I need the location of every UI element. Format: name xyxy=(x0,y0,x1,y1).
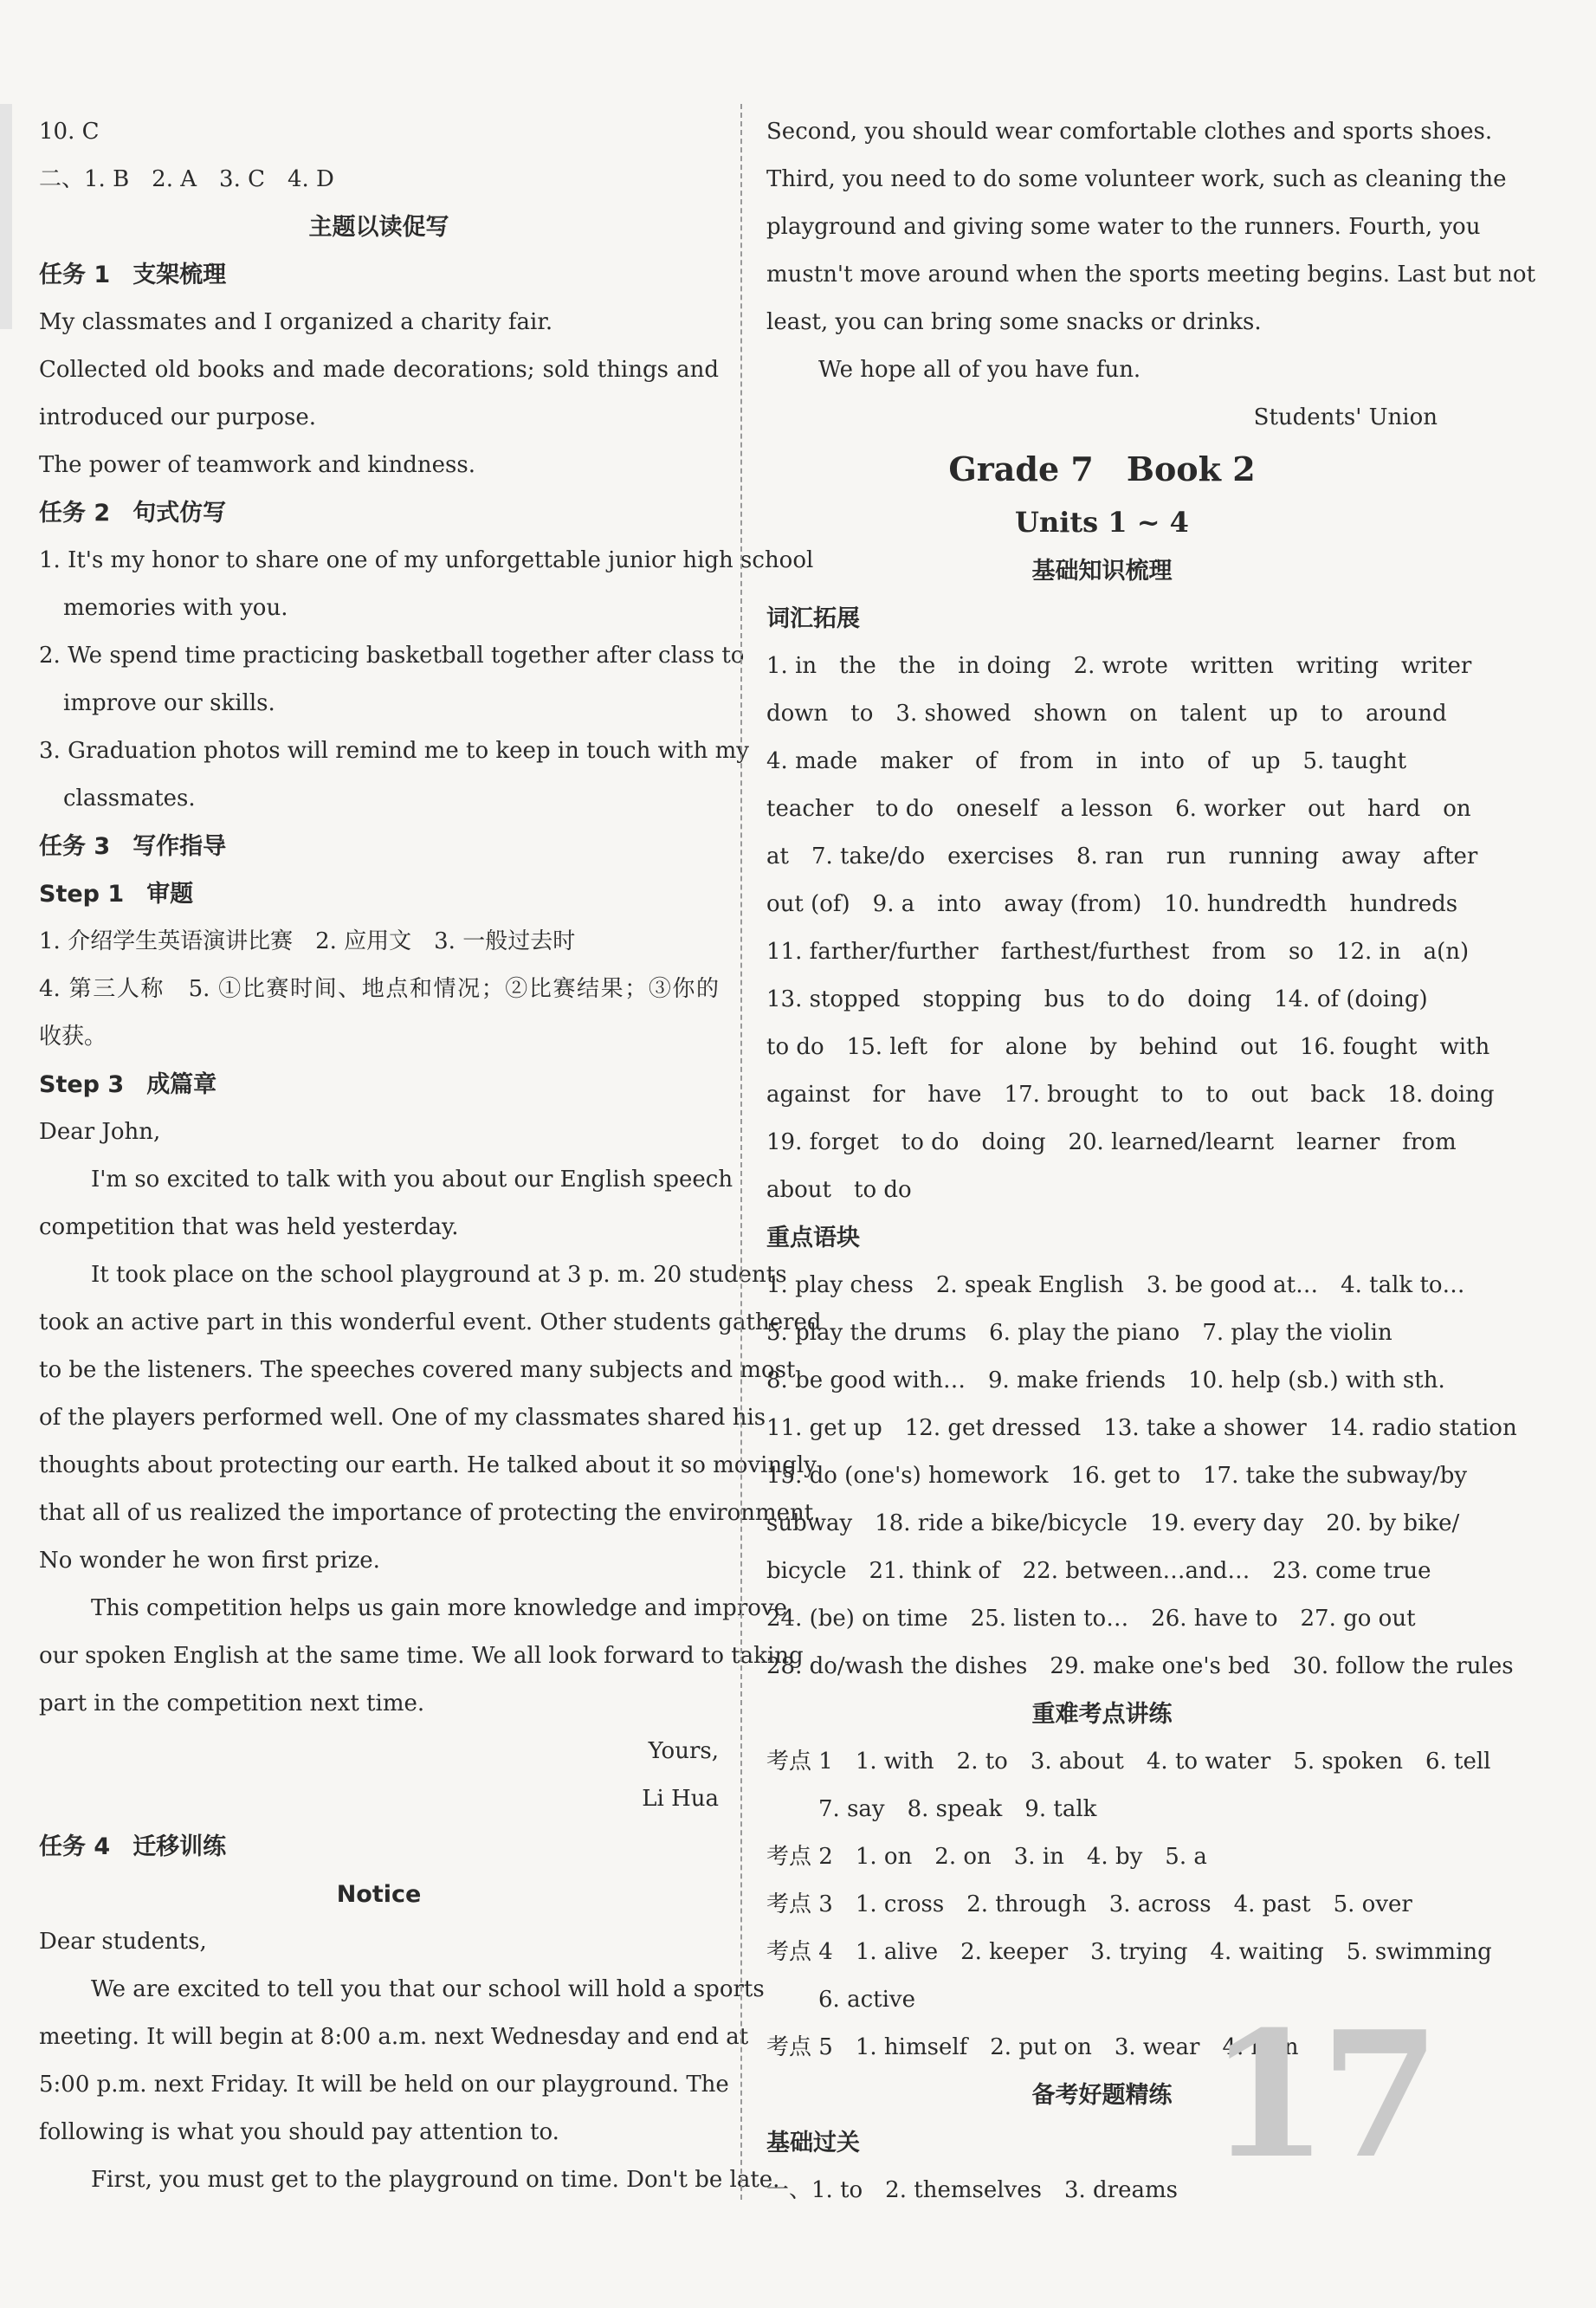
left-line xyxy=(39,489,719,537)
section-label: 考点 5 xyxy=(766,2034,833,2060)
left-line xyxy=(39,1632,804,1680)
right-line xyxy=(766,1500,1460,1548)
line-text: of the players performed well. One of my classmates shared his xyxy=(39,1405,766,1431)
left-line xyxy=(39,1680,719,1728)
left-line xyxy=(39,2109,719,2156)
right-line xyxy=(766,346,1438,394)
line-text: 5:00 p.m. next Friday. It will be held on our playground. The xyxy=(39,2072,729,2098)
right-line xyxy=(766,928,1470,976)
line-text: following is what you should pay attention to. xyxy=(39,2119,559,2145)
right-line xyxy=(766,1167,1438,1214)
left-line xyxy=(39,585,719,632)
line-text: thoughts about protecting our earth. He talked about it so movingly xyxy=(39,1452,817,1478)
right-line xyxy=(766,1119,1457,1167)
right-line xyxy=(766,497,1438,547)
line-text: 主题以读促写 xyxy=(308,214,449,241)
left-line xyxy=(39,1109,719,1156)
right-line xyxy=(766,595,1438,643)
line-text: 1. on 2. on 3. in 4. by 5. a xyxy=(855,1844,1207,1870)
section-label: 考点 1 xyxy=(766,1749,833,1775)
line-text: our spoken English at the same time. We all look forward to taking xyxy=(39,1643,804,1669)
left-line xyxy=(39,1061,719,1109)
line-text: Collected old books and made decorations; sold things and xyxy=(39,357,719,383)
right-line xyxy=(766,1833,1438,1881)
column-divider xyxy=(740,104,742,2200)
left-line xyxy=(39,108,719,156)
line-text: meeting. It will begin at 8:00 a.m. next Wednesday and end at xyxy=(39,2024,749,2050)
section-label: 考点 4 xyxy=(766,1939,833,1965)
line-text: took an active part in this wonderful event. Other students gathered xyxy=(39,1309,822,1335)
line-text: 二、1. B 2. A 3. C 4. D xyxy=(39,166,334,192)
right-line xyxy=(766,299,1438,346)
left-line xyxy=(39,1442,817,1490)
section-label: 考点 3 xyxy=(766,1891,833,1917)
left-line xyxy=(39,156,719,204)
left-line xyxy=(39,1251,787,1299)
line-text: Second, you should wear comfortable clothes and sports shoes. xyxy=(766,119,1493,145)
line-text: 重难考点讲练 xyxy=(1031,1701,1173,1728)
line-text: subway 18. ride a bike/bicycle 19. every day 20. by bike/ xyxy=(766,1510,1460,1536)
line-text: 5. play the drums 6. play the piano 7. play the violin xyxy=(766,1320,1392,1346)
line-text: playground and giving some water to the runners. Fourth, you xyxy=(766,214,1481,240)
line-text: 3. Graduation photos will remind me to keep in touch with my xyxy=(39,738,749,764)
line-text: The power of teamwork and kindness. xyxy=(39,452,475,478)
line-text: Notice xyxy=(336,1881,422,1908)
line-text: I'm so excited to talk with you about our English speech xyxy=(91,1167,733,1193)
section-label: 任务 1 xyxy=(39,262,111,288)
line-text: introduced our purpose. xyxy=(39,404,317,430)
left-line xyxy=(39,1918,719,1966)
page-number: 17 xyxy=(1208,1994,1432,2197)
left-line xyxy=(39,870,719,918)
left-line xyxy=(39,1775,719,1823)
line-text: to be the listeners. The speeches covered many subjects and most xyxy=(39,1357,796,1383)
line-text: memories with you. xyxy=(63,595,288,621)
line-text: 支架梳理 xyxy=(132,262,227,288)
line-text: 8. be good with… 9. make friends 10. help (sb.) with sth. xyxy=(766,1367,1445,1393)
line-text: 1. himself 2. put on 3. wear 4. is in xyxy=(855,2034,1299,2060)
right-line xyxy=(766,738,1438,785)
left-line xyxy=(39,346,719,394)
right-line xyxy=(766,1786,1438,1833)
line-text: Grade 7 Book 2 xyxy=(948,449,1256,488)
line-text: 10. C xyxy=(39,119,100,145)
right-line xyxy=(766,251,1536,299)
line-text: 7. say 8. speak 9. talk xyxy=(818,1796,1097,1822)
line-text: No wonder he won first prize. xyxy=(39,1548,380,1574)
line-text: against for have 17. brought to to out back 18. doing xyxy=(766,1082,1495,1108)
right-line xyxy=(766,1309,1438,1357)
left-line xyxy=(39,2014,749,2061)
line-text: part in the competition next time. xyxy=(39,1691,425,1716)
left-line xyxy=(39,299,719,346)
line-text: improve our skills. xyxy=(63,690,275,716)
section-label: Step 3 xyxy=(39,1071,125,1098)
line-text: that all of us realized the importance of protecting the environment. xyxy=(39,1500,821,1526)
line-text: 1. It's my honor to share one of my unforgettable junior high school xyxy=(39,547,814,573)
line-text: to do 15. left for alone by behind out 16. fought with xyxy=(766,1034,1490,1060)
line-text: out (of) 9. a into away (from) 10. hundredth hundreds xyxy=(766,891,1458,917)
line-text: This competition helps us gain more knowledge and improve xyxy=(91,1595,787,1621)
left-line xyxy=(39,1299,822,1347)
right-line xyxy=(766,1452,1468,1500)
right-line xyxy=(766,881,1458,928)
line-text: 28. do/wash the dishes 29. make one's bed 30. follow the rules xyxy=(766,1653,1514,1679)
line-text: teacher to do oneself a lesson 6. worker out hard on xyxy=(766,796,1471,822)
left-line xyxy=(39,1490,821,1537)
line-text: 迁移训练 xyxy=(132,1833,227,1860)
line-text: 基础知识梳理 xyxy=(1031,558,1173,585)
left-line xyxy=(39,1823,719,1871)
left-line xyxy=(39,1347,796,1394)
right-line xyxy=(766,785,1471,833)
line-text: We are excited to tell you that our school will hold a sports xyxy=(91,1976,765,2002)
right-line xyxy=(766,1881,1438,1929)
line-text: 6. active xyxy=(818,1987,915,2013)
line-text: 19. forget to do doing 20. learned/learnt learner from xyxy=(766,1129,1457,1155)
left-line xyxy=(39,2156,780,2204)
right-line xyxy=(766,690,1447,738)
line-text: 1. 介绍学生英语演讲比赛 2. 应用文 3. 一般过去时 xyxy=(39,928,576,954)
line-text: Units 1 ~ 4 xyxy=(1015,506,1189,539)
line-text: bicycle 21. think of 22. between…and… 23. come true xyxy=(766,1558,1431,1584)
line-text: down to 3. showed shown on talent up to around xyxy=(766,701,1447,727)
line-text: 收获。 xyxy=(39,1024,107,1050)
left-line xyxy=(39,966,719,1013)
left-line xyxy=(39,632,745,680)
line-text: 24. (be) on time 25. listen to… 26. have to 27. go out xyxy=(766,1606,1416,1632)
line-text: Li Hua xyxy=(642,1786,719,1812)
right-line xyxy=(766,976,1438,1024)
right-column xyxy=(766,108,1536,2214)
line-text: 一、1. to 2. themselves 3. dreams xyxy=(766,2177,1178,2203)
right-line xyxy=(766,1071,1495,1119)
right-line xyxy=(766,1643,1514,1691)
left-line xyxy=(39,204,719,251)
line-text: 13. stopped stopping bus to do doing 14. of (doing) xyxy=(766,986,1428,1012)
left-line xyxy=(39,1537,719,1585)
left-line xyxy=(39,2061,729,2109)
line-text: 4. 第三人称 5. ①比赛时间、地点和情况；②比赛结果；③你的 xyxy=(39,976,719,1002)
line-text: 4. made maker of from in into of up 5. taught xyxy=(766,748,1407,774)
line-text: 11. farther/further farthest/furthest from so 12. in a(n) xyxy=(766,939,1470,965)
line-text: 1. play chess 2. speak English 3. be good at… 4. talk to… xyxy=(766,1272,1465,1298)
left-line xyxy=(39,823,719,870)
right-line xyxy=(766,442,1438,497)
line-text: 1. cross 2. through 3. across 4. past 5. over xyxy=(855,1891,1412,1917)
left-line xyxy=(39,1013,719,1061)
line-text: It took place on the school playground at 3 p. m. 20 students xyxy=(91,1262,787,1288)
line-text: mustn't move around when the sports meeting begins. Last but not xyxy=(766,262,1536,288)
right-line xyxy=(766,1548,1438,1595)
right-line xyxy=(766,1929,1492,1976)
line-text: My classmates and I organized a charity fair. xyxy=(39,309,553,335)
right-line xyxy=(766,1738,1491,1786)
left-line xyxy=(39,537,814,585)
left-line xyxy=(39,1204,719,1251)
section-label: Step 1 xyxy=(39,881,125,908)
line-text: least, you can bring some snacks or drinks. xyxy=(766,309,1262,335)
left-line xyxy=(39,251,719,299)
section-label: 任务 2 xyxy=(39,500,111,527)
right-line xyxy=(766,1214,1438,1262)
left-line xyxy=(39,394,719,442)
right-line xyxy=(766,204,1481,251)
line-text: 写作指导 xyxy=(132,833,227,860)
line-text: 重点语块 xyxy=(766,1225,860,1251)
line-text: 1. with 2. to 3. about 4. to water 5. spoken 6. tell xyxy=(855,1749,1491,1775)
line-text: about to do xyxy=(766,1177,912,1203)
left-line xyxy=(39,1966,765,2014)
right-line xyxy=(766,1024,1490,1071)
line-text: Yours, xyxy=(648,1738,719,1764)
line-text: classmates. xyxy=(63,785,196,811)
right-line xyxy=(766,108,1493,156)
left-line xyxy=(39,1394,766,1442)
page-edge-shadow xyxy=(0,104,12,329)
right-line xyxy=(766,1595,1438,1643)
left-line xyxy=(39,1871,719,1918)
left-line xyxy=(39,918,719,966)
right-line xyxy=(766,833,1478,881)
left-line xyxy=(39,775,719,823)
right-line xyxy=(766,394,1438,442)
left-line xyxy=(39,1728,719,1775)
line-text: 基础过关 xyxy=(766,2130,860,2156)
line-text: Students' Union xyxy=(1253,404,1438,430)
line-text: 审题 xyxy=(146,881,194,908)
line-text: We hope all of you have fun. xyxy=(818,357,1141,383)
left-line xyxy=(39,727,749,775)
line-text: 词汇拓展 xyxy=(766,605,860,632)
line-text: Dear John, xyxy=(39,1119,161,1145)
right-line xyxy=(766,1357,1445,1405)
line-text: First, you must get to the playground on time. Don't be late. xyxy=(91,2167,780,2193)
left-line xyxy=(39,680,719,727)
line-text: competition that was held yesterday. xyxy=(39,1214,459,1240)
left-line xyxy=(39,442,719,489)
section-label: 考点 2 xyxy=(766,1844,833,1870)
left-line xyxy=(39,1585,787,1632)
line-text: at 7. take/do exercises 8. ran run running away after xyxy=(766,844,1478,870)
section-label: 任务 4 xyxy=(39,1833,111,1860)
line-text: Third, you need to do some volunteer work, such as cleaning the xyxy=(766,166,1507,192)
right-line xyxy=(766,547,1438,595)
line-text: 备考好题精练 xyxy=(1031,2082,1173,2109)
section-label: 任务 3 xyxy=(39,833,111,860)
line-text: 1. in the the in doing 2. wrote written writing writer xyxy=(766,653,1472,679)
right-line xyxy=(766,1262,1465,1309)
right-line xyxy=(766,1691,1438,1738)
line-text: 句式仿写 xyxy=(132,500,227,527)
line-text: 成篇章 xyxy=(146,1071,217,1098)
line-text: 1. alive 2. keeper 3. trying 4. waiting 5. swimming xyxy=(855,1939,1492,1965)
line-text: 2. We spend time practicing basketball together after class to xyxy=(39,643,745,669)
line-text: Dear students, xyxy=(39,1929,207,1955)
right-line xyxy=(766,1405,1517,1452)
right-line xyxy=(766,156,1507,204)
left-line xyxy=(39,1156,733,1204)
line-text: 11. get up 12. get dressed 13. take a shower 14. radio station xyxy=(766,1415,1517,1441)
right-line xyxy=(766,643,1472,690)
line-text: 15. do (one's) homework 16. get to 17. take the subway/by xyxy=(766,1463,1468,1489)
